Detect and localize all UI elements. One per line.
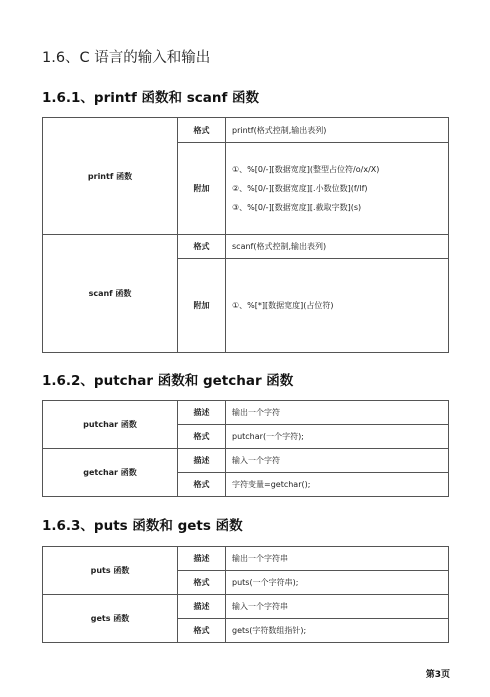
putchar-getchar-table — [42, 400, 449, 497]
attr-value: 字符变量=getchar(); — [226, 473, 449, 497]
table-row — [43, 449, 449, 473]
attr-value-line: ③、%[0/-][数据宽度][.截取字数](s) — [232, 203, 362, 212]
attr-value-line: ②、%[0/-][数据宽度][.小数位数](f/lf) — [232, 184, 368, 193]
table-row — [43, 595, 449, 619]
attr-label: 格式 — [178, 235, 226, 259]
attr-value: 输入一个字符串 — [226, 595, 449, 619]
table-row — [43, 547, 449, 571]
attr-label: 格式 — [178, 425, 226, 449]
section-title-printf-scanf: 1.6.1、printf 函数和 scanf 函数 — [42, 90, 260, 106]
function-name-scanf: scanf 函数 — [43, 235, 178, 353]
page-title: 1.6、C 语言的输入和输出 — [42, 50, 211, 66]
attr-value: gets(字符数组指针); — [226, 619, 449, 643]
attr-label: 附加 — [178, 143, 226, 235]
attr-label: 描述 — [178, 449, 226, 473]
attr-value: puts(一个字符串); — [226, 571, 449, 595]
attr-label: 描述 — [178, 401, 226, 425]
attr-label: 格式 — [178, 571, 226, 595]
attr-value-line: ①、%[0/-][数据宽度](整型占位符/o/x/X) — [232, 165, 380, 174]
attr-label: 格式 — [178, 118, 226, 143]
table-row — [43, 118, 449, 143]
function-name-puts: puts 函数 — [43, 547, 178, 595]
function-name-gets: gets 函数 — [43, 595, 178, 643]
puts-gets-table — [42, 546, 449, 643]
section-title-putchar-getchar: 1.6.2、putchar 函数和 getchar 函数 — [42, 373, 294, 389]
attr-value — [226, 143, 449, 235]
table-row — [43, 401, 449, 425]
attr-value: putchar(一个字符); — [226, 425, 449, 449]
attr-label: 格式 — [178, 619, 226, 643]
attr-value: ①、%[*][数据宽度](占位符) — [226, 259, 449, 353]
attr-value: 输入一个字符 — [226, 449, 449, 473]
page-number: 第3页 — [425, 670, 450, 680]
attr-label: 格式 — [178, 473, 226, 497]
attr-label: 描述 — [178, 547, 226, 571]
section-title-puts-gets: 1.6.3、puts 函数和 gets 函数 — [42, 518, 243, 534]
attr-value: 输出一个字符 — [226, 401, 449, 425]
printf-scanf-table — [42, 117, 449, 353]
attr-value: scanf(格式控制,输出表列) — [226, 235, 449, 259]
attr-value: 输出一个字符串 — [226, 547, 449, 571]
function-name-putchar: putchar 函数 — [43, 401, 178, 449]
table-row — [43, 235, 449, 259]
attr-value: printf(格式控制,输出表列) — [226, 118, 449, 143]
attr-label: 附加 — [178, 259, 226, 353]
function-name-printf: printf 函数 — [43, 118, 178, 235]
attr-label: 描述 — [178, 595, 226, 619]
function-name-getchar: getchar 函数 — [43, 449, 178, 497]
